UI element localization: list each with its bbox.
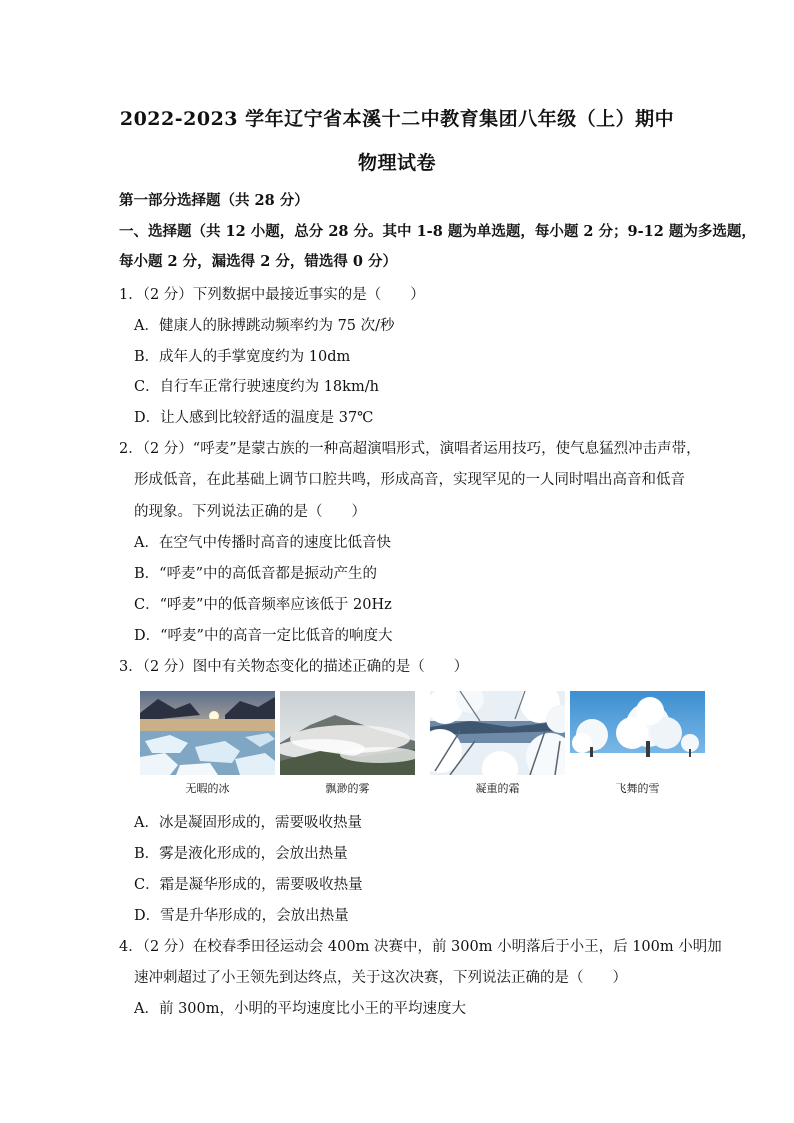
section-heading-line1: 一、选择题（共 12 小题，总分 28 分。其中 1-8 题为单选题，每小题 2 分；9-12 题为多选题， <box>119 223 756 240</box>
exam-title-line1: 2022-2023 学年辽宁省本溪十二中教育集团八年级（上）期中 <box>119 108 675 130</box>
question-2-stem-line3: 的现象。下列说法正确的是（ ） <box>134 504 366 520</box>
caption-fog: 飘渺的雾 <box>325 782 370 795</box>
q2-option-b: B．“呼麦”中的高低音都是振动产生的 <box>134 566 377 582</box>
q3-option-b: B．雾是液化形成的，会放出热量 <box>134 846 348 862</box>
q2-option-c: C．“呼麦”中的低音频率应该低于 20Hz <box>134 597 392 613</box>
q3-option-d: D．雪是升华形成的，会放出热量 <box>134 908 349 924</box>
question-2-stem-line2: 形成低音，在此基础上调节口腔共鸣，形成高音，实现罕见的一人同时唱出高音和低音 <box>134 472 685 488</box>
ice-photo <box>140 691 275 775</box>
q2-option-d: D．“呼麦”中的高音一定比低音的响度大 <box>134 628 393 644</box>
q4-option-a: A．前 300m，小明的平均速度比小王的平均速度大 <box>134 1001 467 1017</box>
q1-option-d: D．让人感到比较舒适的温度是 37℃ <box>134 410 374 426</box>
part-heading: 第一部分选择题（共 28 分） <box>119 192 309 209</box>
q1-option-b: B．成年人的手掌宽度约为 10dm <box>134 349 351 365</box>
snow-photo <box>570 691 705 775</box>
section-heading-line2: 每小题 2 分，漏选得 2 分，错选得 0 分） <box>119 253 398 270</box>
caption-ice: 无暇的冰 <box>185 782 230 795</box>
question-3-stem: 3．（2 分）图中有关物态变化的描述正确的是（ ） <box>119 659 469 675</box>
question-2-stem-line1: 2．（2 分）“呼麦”是蒙古族的一种高超演唱形式，演唱者运用技巧，使气息猛烈冲击声带， <box>119 441 701 457</box>
q2-option-a: A．在空气中传播时高音的速度比低音快 <box>134 535 391 551</box>
caption-snow: 飞舞的雪 <box>615 782 660 795</box>
q3-option-c: C．霜是凝华形成的，需要吸收热量 <box>134 877 363 893</box>
question-1-stem: 1．（2 分）下列数据中最接近事实的是（ ） <box>119 287 425 303</box>
question-4-stem-line1: 4．（2 分）在校春季田径运动会 400m 决赛中，前 300m 小明落后于小王，后 100m 小明加 <box>119 939 722 955</box>
frost-photo <box>430 691 565 775</box>
q3-option-a: A．冰是凝固形成的，需要吸收热量 <box>134 815 362 831</box>
q1-option-c: C．自行车正常行驶速度约为 18km/h <box>134 379 379 395</box>
fog-photo <box>280 691 415 775</box>
caption-frost: 凝重的霜 <box>475 782 520 795</box>
question-4-stem-line2: 速冲刺超过了小王领先到达终点，关于这次决赛，下列说法正确的是（ ） <box>134 970 627 986</box>
q1-option-a: A．健康人的脉搏跳动频率约为 75 次/秒 <box>134 318 395 334</box>
exam-title-line2: 物理试卷 <box>357 152 436 174</box>
